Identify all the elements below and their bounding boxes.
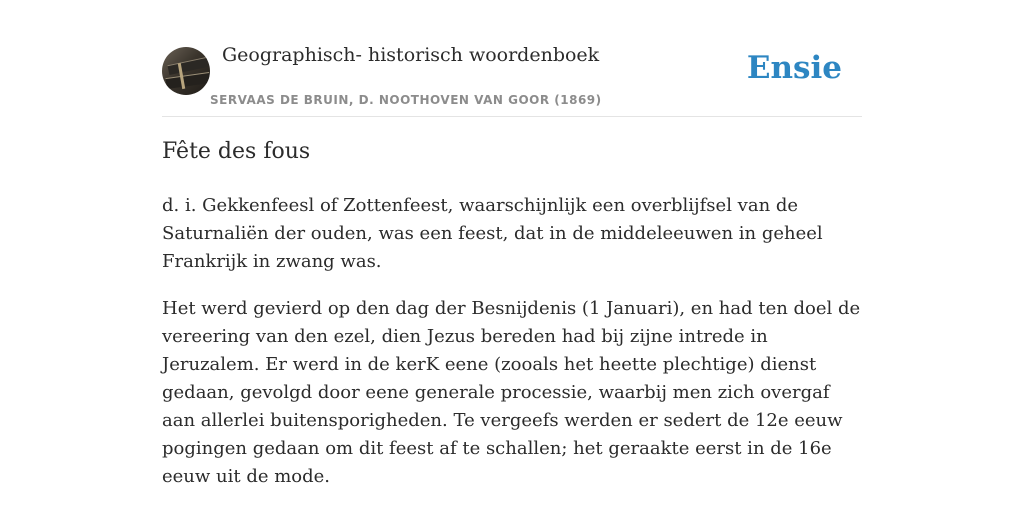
book-title-link[interactable]: Geographisch- historisch woordenboek: [222, 44, 600, 66]
book-spine: [165, 72, 210, 89]
book-cover-icon[interactable]: [162, 47, 210, 95]
entry-body: [162, 192, 862, 510]
book-author: SERVAAS DE BRUIN, D. NOOTHOVEN VAN GOOR (1869): [210, 93, 602, 107]
page-header: [162, 0, 862, 117]
brand-logo[interactable]: Ensie: [746, 50, 842, 86]
entry-title: Fête des fous: [162, 139, 311, 164]
entry-paragraph: Het werd gevierd op den dag der Besnijdenis (1 Januari), en had ten doel de vereering van den ezel, dien Jezus bereden had bij zijne intrede in Jeruzalem. Er werd in de kerK eene (zooals het heette plechtige) dienst gedaan, gevolgd door eene generale processie, waarbij men zich overgaf aan allerlei buitensporigheden. Te vergeefs werden er sedert de 12e eeuw pogingen gedaan om dit feest af te schallen; het geraakte eerst in de 16e eeuw uit de mode.: [162, 298, 861, 487]
entry-paragraph: d. i. Gekkenfeesl of Zottenfeest, waarschijnlijk een overblijfsel van de Saturnaliën der ouden, was een feest, dat in de middeleeuwen in geheel Frankrijk in zwang was.: [162, 195, 823, 272]
